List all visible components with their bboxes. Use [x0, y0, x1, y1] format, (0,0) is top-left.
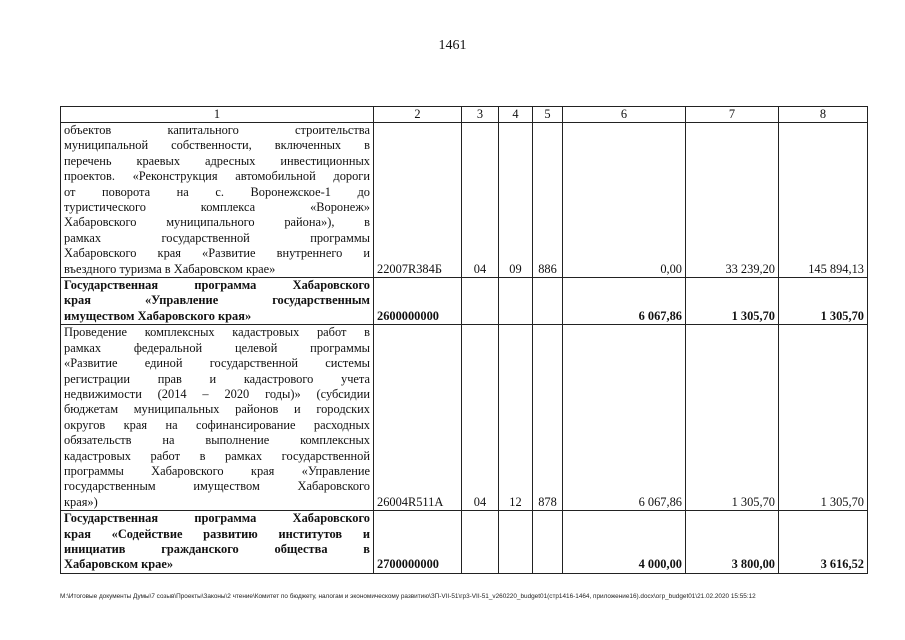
row-amount-8: 1 305,70	[779, 325, 868, 511]
table-row	[61, 511, 868, 574]
description-line: перечень краевых адресных инвестиционных	[64, 153, 370, 168]
row-expense-type: 886	[533, 123, 563, 278]
description-line: Хабаровского края «Развитие внутреннего и	[64, 246, 370, 261]
row-section	[462, 278, 499, 325]
header-cell-8: 8	[779, 107, 868, 123]
row-amount-8: 1 305,70	[779, 278, 868, 325]
row-subsection: 09	[499, 123, 533, 278]
file-path-footer: М:\Итоговые документы Думы\7 созыв\Проекты\Законы\2 чтение\Комитет по бюджету, налогам и экономическому развитию\ЗП-VII-51\гр3-VII-51_v260220_budget01(стр1416-1464, приложение16).docx\огр_budget01\21.02.2020 15:55:12	[60, 593, 756, 600]
description-line: рамках федеральной целевой программы	[64, 340, 370, 355]
row-section: 04	[462, 123, 499, 278]
description-line: программы Хабаровского края «Управление	[64, 463, 370, 478]
description-line: края «Управление государственным	[64, 293, 370, 308]
row-section	[462, 511, 499, 574]
row-amount-7: 3 800,00	[686, 511, 779, 574]
row-amount-6: 4 000,00	[563, 511, 686, 574]
header-cell-6: 6	[563, 107, 686, 123]
header-row	[61, 107, 868, 123]
description-line: имуществом Хабаровского края»	[64, 308, 252, 323]
row-subsection	[499, 511, 533, 574]
table-body	[61, 107, 868, 574]
row-amount-6: 6 067,86	[563, 325, 686, 511]
table-row	[61, 325, 868, 511]
row-code: 22007R384Б	[374, 123, 462, 278]
row-description	[61, 278, 374, 325]
header-cell-5: 5	[533, 107, 563, 123]
description-line: регистрации прав и кадастрового учета	[64, 371, 370, 386]
table-row	[61, 123, 868, 278]
row-subsection	[499, 278, 533, 325]
description-line: «Развитие единой государственной системы	[64, 356, 370, 371]
description-line: объектов капитального строительства	[64, 123, 370, 137]
description-line: кадастровых работ в рамках государственной	[64, 448, 370, 463]
row-amount-6: 6 067,86	[563, 278, 686, 325]
description-line: проектов. «Реконструкция автомобильной дороги	[64, 169, 370, 184]
budget-table	[60, 106, 868, 574]
header-cell-7: 7	[686, 107, 779, 123]
description-line: муниципальной собственности, включенных в	[64, 138, 370, 153]
row-amount-8: 145 894,13	[779, 123, 868, 278]
row-expense-type	[533, 278, 563, 325]
row-section: 04	[462, 325, 499, 511]
description-line: недвижимости (2014 – 2020 годы)» (субсидии	[64, 386, 370, 401]
description-line: от поворота на с. Воронежское-1 до	[64, 184, 370, 199]
row-code: 2700000000	[374, 511, 462, 574]
description-line: инициатив гражданского общества в	[64, 541, 370, 556]
header-cell-2: 2	[374, 107, 462, 123]
description-line: края «Содействие развитию институтов и	[64, 526, 370, 541]
description-line: туристического комплекса «Воронеж»	[64, 200, 370, 215]
description-line: Государственная программа Хабаровского	[64, 278, 370, 293]
row-amount-6: 0,00	[563, 123, 686, 278]
description-line: Государственная программа Хабаровского	[64, 511, 370, 526]
description-line: государственным имуществом Хабаровского	[64, 479, 370, 494]
row-amount-7: 1 305,70	[686, 278, 779, 325]
row-amount-7: 1 305,70	[686, 325, 779, 511]
row-subsection: 12	[499, 325, 533, 511]
description-line: Хабаровском крае»	[64, 557, 174, 572]
description-line: рамках государственной программы	[64, 230, 370, 245]
row-description	[61, 511, 374, 574]
description-line: Хабаровского муниципального района»), в	[64, 215, 370, 230]
row-expense-type	[533, 511, 563, 574]
description-line: въездного туризма в Хабаровском крае»	[64, 261, 276, 276]
description-line: бюджетам муниципальных районов и городских	[64, 402, 370, 417]
row-amount-7: 33 239,20	[686, 123, 779, 278]
description-line: округов края на софинансирование расходных	[64, 417, 370, 432]
page-number: 1461	[438, 38, 467, 53]
table-row	[61, 278, 868, 325]
header-cell-3: 3	[462, 107, 499, 123]
row-description	[61, 123, 374, 278]
row-code: 26004R511A	[374, 325, 462, 511]
row-description	[61, 325, 374, 511]
description-line: обязательств на выполнение комплексных	[64, 433, 370, 448]
description-line: края»)	[64, 494, 98, 509]
row-expense-type: 878	[533, 325, 563, 511]
header-cell-4: 4	[499, 107, 533, 123]
header-cell-1: 1	[61, 107, 374, 123]
row-amount-8: 3 616,52	[779, 511, 868, 574]
description-line: Проведение комплексных кадастровых работ в	[64, 325, 370, 340]
row-code: 2600000000	[374, 278, 462, 325]
